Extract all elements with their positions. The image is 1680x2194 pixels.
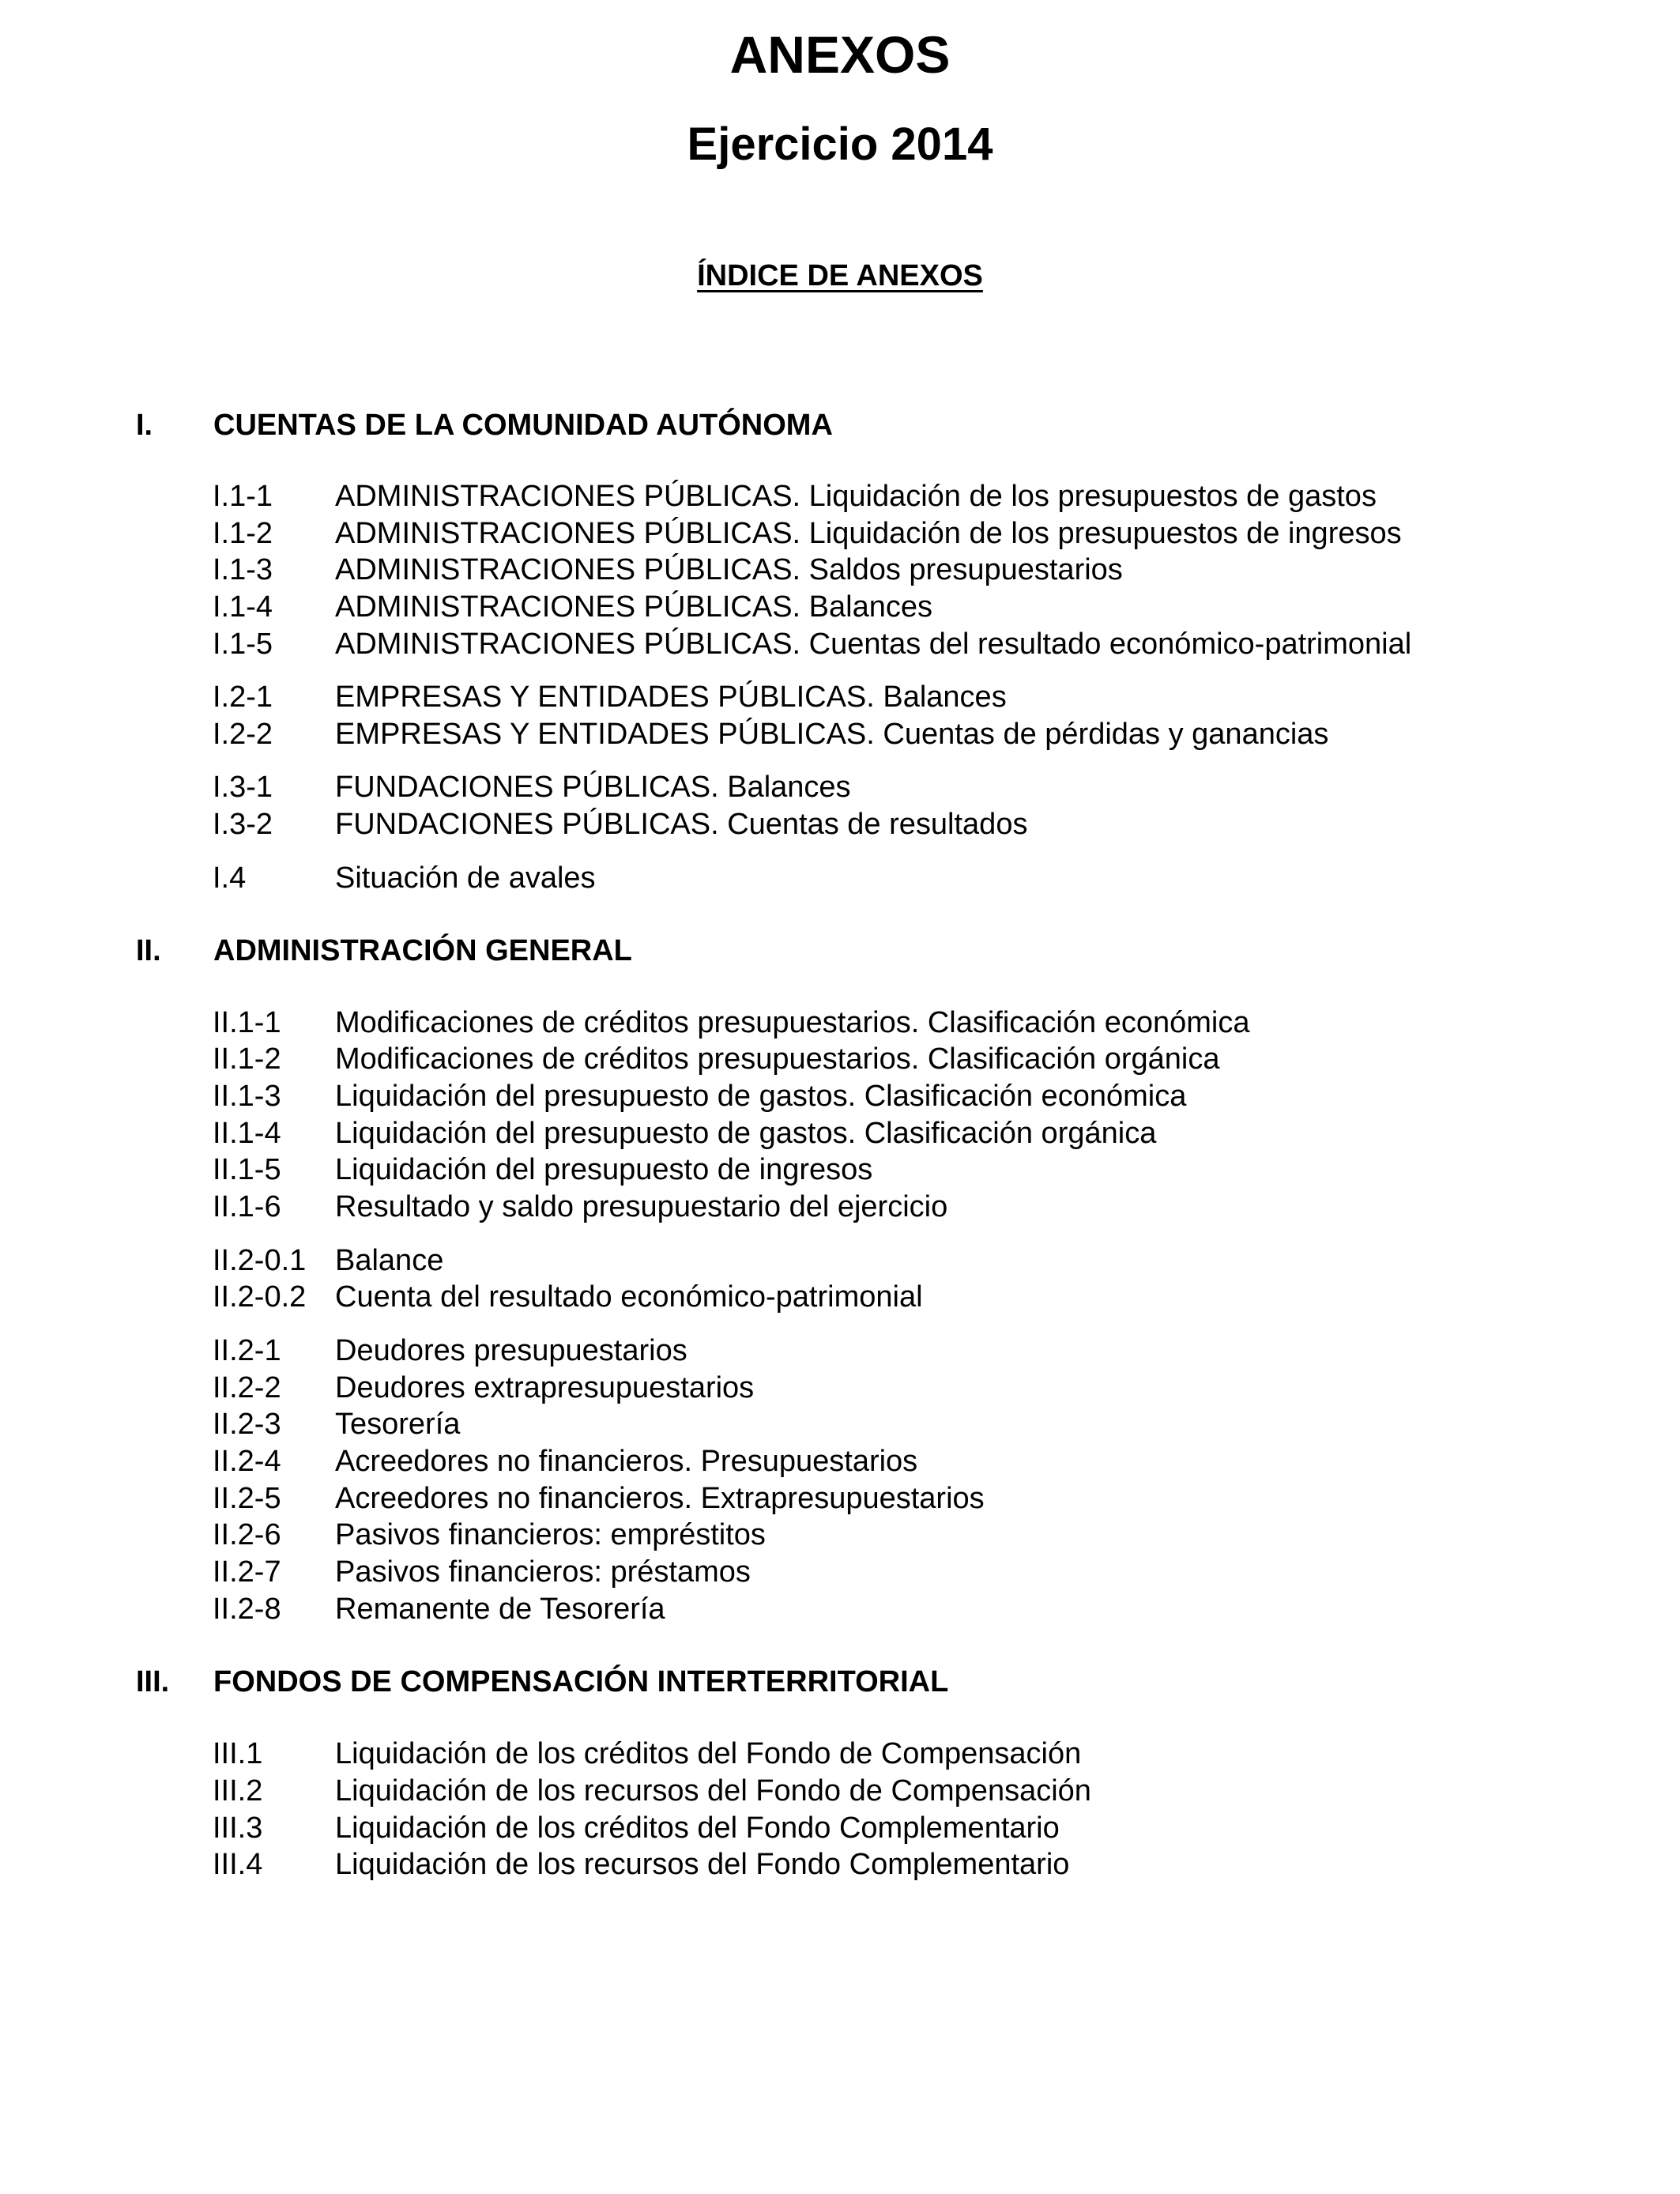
entry-code: II.1-1 <box>213 1006 281 1039</box>
entry-code: III.3 <box>213 1811 263 1845</box>
index-entry <box>213 1594 665 1624</box>
section-number: I. <box>136 409 153 442</box>
index-entry <box>213 1849 1069 1879</box>
entry-code: I.3-1 <box>213 771 273 804</box>
entry-text: Resultado y saldo presupuestario del ejercicio <box>335 1190 948 1223</box>
index-entry <box>213 1044 1219 1074</box>
entry-text: Deudores presupuestarios <box>335 1334 687 1367</box>
entry-code: II.1-3 <box>213 1080 281 1113</box>
entry-text: Liquidación de los recursos del Fondo de Compensación <box>335 1774 1091 1808</box>
entry-text: Balance <box>335 1244 444 1277</box>
index-entry <box>213 1813 1060 1843</box>
index-entry <box>213 1776 1091 1806</box>
entry-code: II.2-6 <box>213 1518 281 1551</box>
index-title-text: ÍNDICE DE ANEXOS <box>697 259 983 292</box>
entry-text: FUNDACIONES PÚBLICAS. Cuentas de resultados <box>335 808 1028 841</box>
entry-code: II.2-5 <box>213 1482 281 1515</box>
entry-text: Acreedores no financieros. Extrapresupuestarios <box>335 1482 985 1515</box>
entry-text: ADMINISTRACIONES PÚBLICAS. Liquidación de los presupuestos de ingresos <box>335 517 1402 550</box>
index-entry <box>213 719 1328 749</box>
entry-text: Liquidación de los créditos del Fondo Complementario <box>335 1811 1060 1845</box>
index-entry <box>213 629 1411 659</box>
entry-text: Deudores extrapresupuestarios <box>335 1371 755 1404</box>
entry-code: II.1-5 <box>213 1153 281 1186</box>
entry-code: II.2-0.2 <box>213 1280 307 1314</box>
entry-text: Liquidación del presupuesto de gastos. Clasificación económica <box>335 1080 1187 1113</box>
index-entry <box>213 1739 1081 1769</box>
entry-code: I.2-2 <box>213 718 273 751</box>
entry-text: Pasivos financieros: préstamos <box>335 1555 751 1589</box>
index-entry <box>213 1483 985 1514</box>
index-entry <box>213 1155 872 1185</box>
entry-code: II.2-1 <box>213 1334 281 1367</box>
entry-code: II.2-2 <box>213 1371 281 1404</box>
index-entry <box>213 1246 443 1276</box>
index-entry <box>213 1557 751 1587</box>
entry-text: FUNDACIONES PÚBLICAS. Balances <box>335 771 851 804</box>
section-number: II. <box>136 934 161 967</box>
index-entry <box>213 1336 687 1366</box>
section-title: CUENTAS DE LA COMUNIDAD AUTÓNOMA <box>213 409 833 442</box>
index-entry <box>213 1081 1186 1111</box>
entry-text: Situación de avales <box>335 861 596 895</box>
entry-code: II.1-2 <box>213 1042 281 1076</box>
index-entry <box>213 772 851 802</box>
index-entry <box>213 1373 754 1403</box>
index-entry <box>213 1008 1249 1038</box>
entry-code: III.2 <box>213 1774 263 1808</box>
section-title: FONDOS DE COMPENSACIÓN INTERTERRITORIAL <box>213 1665 949 1698</box>
entry-code: I.1-4 <box>213 590 273 624</box>
section-number: III. <box>136 1665 170 1698</box>
entry-text: Tesorería <box>335 1408 461 1441</box>
entry-code: II.2-8 <box>213 1593 281 1626</box>
index-entry <box>213 682 1007 712</box>
index-entry <box>213 1520 766 1550</box>
entry-text: Liquidación de los créditos del Fondo de Compensación <box>335 1737 1082 1770</box>
index-entry <box>213 1446 917 1476</box>
entry-code: I.1-3 <box>213 553 273 586</box>
entry-code: I.4 <box>213 861 247 895</box>
index-entry <box>213 1118 1156 1148</box>
entry-code: I.1-5 <box>213 628 273 661</box>
entry-code: III.4 <box>213 1848 263 1881</box>
index-entry <box>213 809 1027 839</box>
index-entry <box>213 863 596 893</box>
entry-text: EMPRESAS Y ENTIDADES PÚBLICAS. Balances <box>335 680 1007 714</box>
entry-text: Liquidación del presupuesto de ingresos <box>335 1153 873 1186</box>
section-heading-i <box>136 410 833 440</box>
section-heading-iii <box>136 1667 948 1697</box>
entry-text: ADMINISTRACIONES PÚBLICAS. Saldos presupuestarios <box>335 553 1123 586</box>
entry-code: I.1-2 <box>213 517 273 550</box>
document-subtitle: Ejercicio 2014 <box>687 119 993 170</box>
entry-code: II.1-4 <box>213 1117 281 1150</box>
entry-code: I.2-1 <box>213 680 273 714</box>
entry-text: Liquidación de los recursos del Fondo Complementario <box>335 1848 1070 1881</box>
index-entry <box>213 555 1123 585</box>
section-title: ADMINISTRACIÓN GENERAL <box>213 934 632 967</box>
entry-code: II.2-0.1 <box>213 1244 307 1277</box>
index-entry <box>213 1409 460 1439</box>
section-heading-ii <box>136 936 632 966</box>
entry-code: I.3-2 <box>213 808 273 841</box>
index-entry <box>213 518 1402 548</box>
index-entry <box>213 1192 947 1222</box>
index-entry <box>213 1282 923 1312</box>
index-title <box>0 261 1680 291</box>
entry-code: I.1-1 <box>213 480 273 513</box>
entry-text: Acreedores no financieros. Presupuestarios <box>335 1445 918 1478</box>
entry-text: ADMINISTRACIONES PÚBLICAS. Balances <box>335 590 932 624</box>
entry-code: II.2-7 <box>213 1555 281 1589</box>
entry-code: II.2-4 <box>213 1445 281 1478</box>
entry-code: II.2-3 <box>213 1408 281 1441</box>
entry-code: III.1 <box>213 1737 263 1770</box>
entry-text: ADMINISTRACIONES PÚBLICAS. Cuentas del resultado económico-patrimonial <box>335 628 1412 661</box>
entry-text: ADMINISTRACIONES PÚBLICAS. Liquidación de los presupuestos de gastos <box>335 480 1377 513</box>
index-entry <box>213 481 1377 511</box>
index-entry <box>213 592 932 622</box>
entry-text: Remanente de Tesorería <box>335 1593 665 1626</box>
entry-code: II.1-6 <box>213 1190 281 1223</box>
entry-text: Liquidación del presupuesto de gastos. Clasificación orgánica <box>335 1117 1157 1150</box>
entry-text: Modificaciones de créditos presupuestarios. Clasificación orgánica <box>335 1042 1220 1076</box>
entry-text: Cuenta del resultado económico-patrimonial <box>335 1280 923 1314</box>
entry-text: Pasivos financieros: empréstitos <box>335 1518 766 1551</box>
document-title: ANEXOS <box>729 25 951 84</box>
entry-text: EMPRESAS Y ENTIDADES PÚBLICAS. Cuentas de pérdidas y ganancias <box>335 718 1329 751</box>
entry-text: Modificaciones de créditos presupuestarios. Clasificación económica <box>335 1006 1250 1039</box>
